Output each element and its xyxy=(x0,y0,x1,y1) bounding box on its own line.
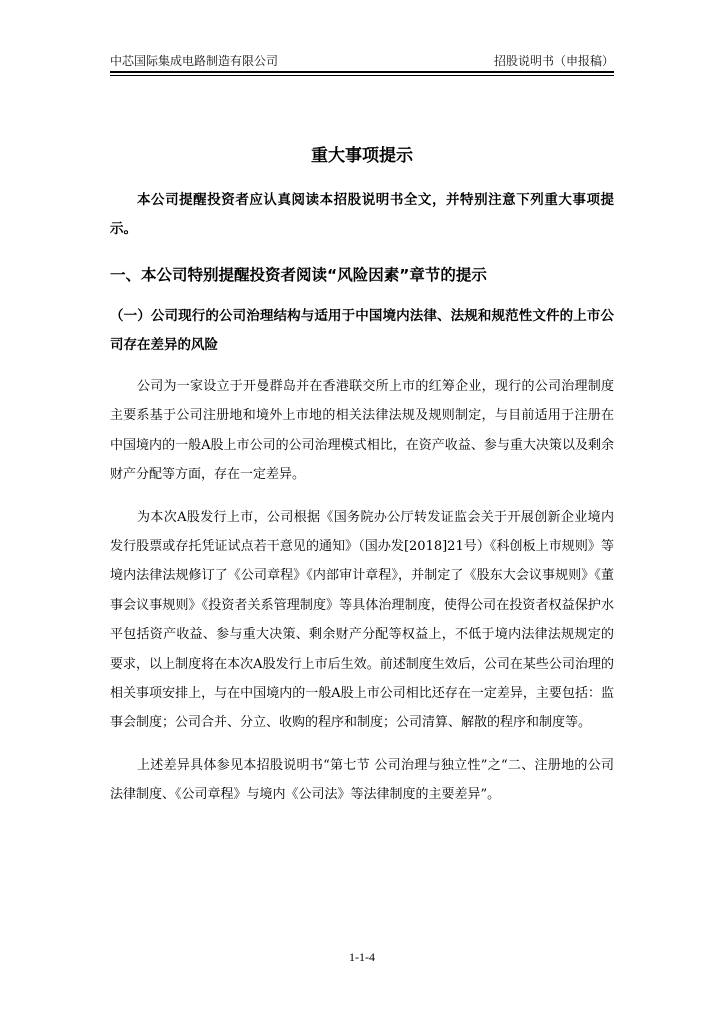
subsection-heading: （一）公司现行的公司治理结构与适用于中国境内法律、法规和规范性文件的上市公司存在差异的风险 xyxy=(110,308,614,353)
body-paragraph: 为本次A股发行上市，公司根据《国务院办公厅转发证监会关于开展创新企业境内发行股票或存托凭证试点若干意见的通知》（国办发[2018]21号）《科创板上市规则》等境内法律法规修订了《公司章程》《内部审计章程》，并制定了《股东大会议事规则》《董事会议事规则》《投资者关系管理制度》等具体治理制度，使得公司在投资者权益保护水平包括资产收益、参与重大决策、剩余财产分配等权益上，不低于境内法律法规规定的要求，以上制度将在本次A股发行上市后生效。前述制度生效后，公司在某些公司治理的相关事项安排上，与在中国境内的一般A股上市公司相比还存在一定差异，主要包括：监事会制度；公司合并、分立、收购的程序和制度；公司清算、解散的程序和制度等。 xyxy=(110,509,614,731)
header-rule-thin xyxy=(110,75,614,76)
page-body xyxy=(110,140,614,823)
section-heading: 一、本公司特别提醒投资者阅读“风险因素”章节的提示 xyxy=(110,266,487,284)
page-header xyxy=(110,52,614,70)
header-company-name: 中芯国际集成电路制造有限公司 xyxy=(110,54,279,68)
page-title: 重大事项提示 xyxy=(311,146,413,166)
body-paragraph: 公司为一家设立于开曼群岛并在香港联交所上市的红筹企业，现行的公司治理制度主要系基于公司注册地和境外上市地的相关法律法规及规则制定，与目前适用于注册在中国境内的一般A股上市公司的公司治理模式相比，在资产收益、参与重大决策以及剩余财产分配等方面，存在一定差异。 xyxy=(110,379,614,483)
header-document-type: 招股说明书（申报稿） xyxy=(493,54,614,68)
header-rule-thick xyxy=(110,71,614,73)
intro-paragraph: 本公司提醒投资者应认真阅读本招股说明书全文，并特别注意下列重大事项提示。 xyxy=(110,192,614,237)
page-number: 1-1-4 xyxy=(349,950,375,964)
body-paragraph: 上述差异具体参见本招股说明书“第七节 公司治理与独立性”之“二、注册地的公司法律制度、《公司章程》与境内《公司法》等法律制度的主要差异”。 xyxy=(110,757,614,803)
